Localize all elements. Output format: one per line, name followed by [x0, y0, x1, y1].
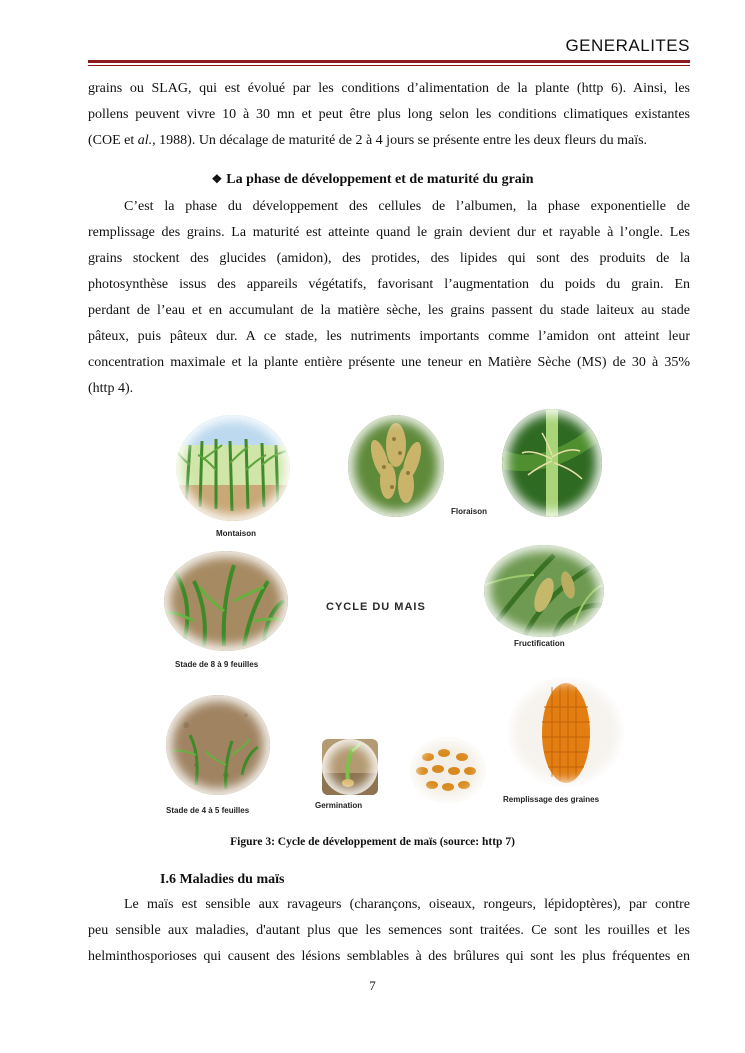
fructification-photo	[484, 545, 604, 637]
text-line: grains ou SLAG, qui est évolué par les conditions d’alimentation de la plante (http 6). Ainsi, les	[88, 81, 690, 96]
cycle-title: CYCLE DU MAIS	[326, 601, 426, 613]
text-line: helminthosporioses qui causent des lésions semblables à des brûlures qui sont les plus fréquentes en	[88, 949, 690, 964]
text-line: remplissage des grains. La maturité est atteinte quand le grain devient dur et rayable à l’ongle. Les	[88, 225, 690, 240]
running-header: GENERALITES	[565, 36, 690, 55]
label-stade-8-9: Stade de 8 à 9 feuilles	[175, 660, 259, 669]
text-line: perdant de l’eau et en accumulant de la matière sèche, les grains passent du stade laiteux au stade	[88, 303, 690, 318]
silk-photo	[502, 409, 602, 517]
text-line: concentration maximale et la plante entière présente une teneur en Matière Sèche (MS) de 30 à 35%	[88, 355, 690, 370]
text-line: grains stockent des glucides (amidon), des protides, des lipides qui sont des produits de la	[88, 251, 690, 266]
montaison-photo	[176, 415, 290, 521]
paragraph-maturity	[88, 194, 690, 402]
label-stade-4-5: Stade de 4 à 5 feuilles	[166, 806, 250, 815]
label-montaison: Montaison	[216, 529, 256, 538]
text-line: C’est la phase du développement des cellules de l’albumen, la phase exponentielle de	[124, 199, 690, 214]
header-rule-thin	[88, 65, 690, 66]
stade-8-9-photo	[164, 551, 288, 651]
text-line: peu sensible aux maladies, d'autant plus que les semences sont traitées. Ce sont les rouilles et les	[88, 923, 690, 938]
text-run: 1988). Un décalage de maturité de 2 à 4 jours se présente entre les deux fleurs du maïs.	[155, 133, 648, 148]
cob-photo	[508, 677, 624, 787]
text-line: pâteux, puis pâteux dur. A ce stade, les nutriments importants comme l’amidon ont atteint leur	[88, 329, 690, 344]
diamond-bullet-icon: ❖	[211, 172, 223, 186]
germination-photo	[322, 739, 378, 795]
maize-cycle-figure	[150, 405, 640, 825]
text-line: photosynthèse issus des appareils végétatifs, favorisant l’augmentation du poids du grain. En	[88, 277, 690, 292]
text-line: (http 4).	[88, 381, 134, 396]
floraison-photo	[348, 415, 444, 517]
text-line: Le maïs est sensible aux ravageurs (charançons, oiseaux, rongeurs, lépidoptères), par contre	[124, 897, 690, 912]
label-germination: Germination	[315, 801, 363, 810]
page-number: 7	[369, 978, 376, 993]
label-fructification: Fructification	[514, 639, 565, 648]
citation-italic: al.,	[137, 133, 156, 148]
section-heading-text: La phase de développement et de maturité du grain	[226, 172, 534, 187]
label-remplissage: Remplissage des graines	[503, 795, 600, 804]
figure-caption: Figure 3: Cycle de développement de maïs (source: http 7)	[230, 836, 515, 848]
text-line: pollens peuvent vivre 10 à 30 mn et peut être plus long selon les conditions climatiques existantes	[88, 107, 690, 122]
stade-4-5-photo	[166, 695, 270, 795]
label-floraison: Floraison	[451, 507, 488, 516]
text-run: (COE et	[88, 133, 138, 148]
paragraph-pollen	[88, 76, 690, 154]
subsection-heading: I.6 Maladies du maïs	[160, 872, 285, 887]
seeds-photo	[410, 737, 486, 803]
paragraph-diseases	[88, 892, 690, 970]
section-heading	[0, 172, 745, 188]
text-line	[88, 128, 690, 154]
header-rule-thick	[88, 60, 690, 63]
